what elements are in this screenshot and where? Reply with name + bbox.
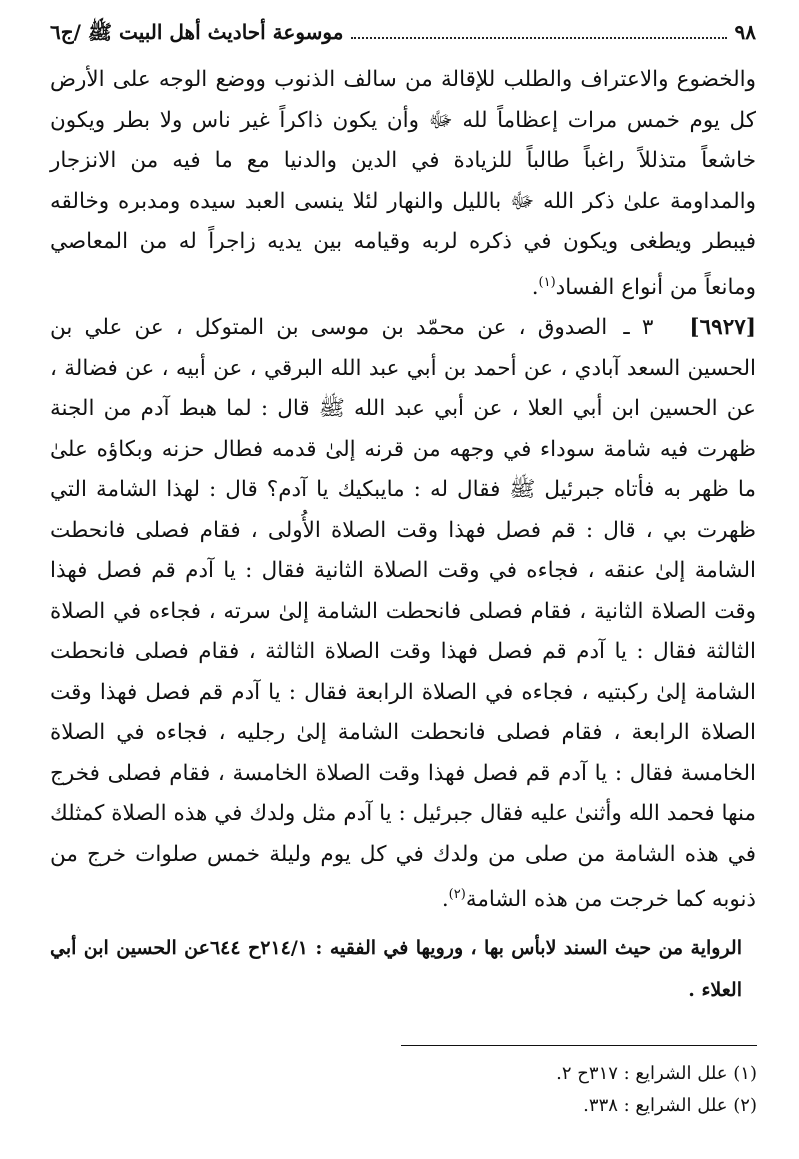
footnote-2: (٢) علل الشرايع : ٣٣٨. [583, 1095, 757, 1116]
hadith-text: الصدوق ، عن محمّد بن موسى بن المتوكل ، عن علي بن الحسين السعد آبادي ، عن أحمد بن أبي عبد الله البرقي ، عن أبيه ، عن فضالة ، عن الحسين ابن أبي العلا ، عن أبي عبد الله ﷺ قال : لما هبط آدم من الجنة ظهرت فيه شامة سوداء في وجهه من قرنه إلىٰ قدمه فطال حزنه وبكاؤه علىٰ ما ظهر به فأتاه جبرئيل ﷺ فقال له : مايبكيك يا آدم؟ قال : لهذا الشامة التي ظهرت بي ، قال : قم فصل فهذا وقت الصلاة الأُولى ، فقام فصلى فانحطت الشامة إلىٰ عنقه ، فجاءه في وقت الصلاة الثانية فقال : يا آدم قم فصل فهذا وقت الصلاة الثانية ، فقام فصلى فانحطت الشامة إلىٰ سرته ، فجاءه في الصلاة الثالثة فقال : يا آدم قم فصل فهذا وقت الصلاة الثالثة ، فقام فصلى فانحطت الشامة إلىٰ ركبتيه ، فجاءه في الصلاة الرابعة فقال : يا آدم قم فصل فهذا وقت الصلاة الرابعة ، فقام فصلى فانحطت الشامة إلىٰ رجليه ، فجاءه في الصلاة الخامسة فقال : يا آدم قم فصل فهذا وقت الصلاة الخامسة ، فقام فصلى فخرج منها فحمد الله وأثنىٰ عليه فقال جبرئيل : يا آدم مثل ولدك في هذه الصلاة كمثلك في هذه الشامة من صلى من ولدك في كل يوم وليلة خمس صلوات خرج من ذنوبه كما خرجت من هذه الشامة [50, 315, 756, 913]
hadith-index: ٣ ـ [623, 315, 654, 341]
dotted-leader [351, 23, 726, 39]
footnote-divider [401, 1045, 757, 1046]
body-text [50, 60, 756, 1011]
page-number: ٩٨ [734, 20, 756, 44]
running-title: موسوعة أحاديث أهل البيت ﷺ /ج٦ [50, 20, 344, 44]
footnote-1: (١) علل الشرايع : ٣١٧ح ٢. [556, 1063, 757, 1084]
chain-note: الرواية من حيث السند لابأس بها ، ورويها في الفقيه : ٢١٤/١ح ٦٤٤عن الحسين ابن أبي العلاء . [50, 936, 742, 1001]
hadith-number: [٦٩٢٧] [689, 315, 756, 341]
document-page [50, 20, 756, 1011]
page-header [50, 20, 756, 60]
footnote-ref-2: (٢) [448, 887, 466, 903]
paragraph-end: . [531, 274, 539, 300]
hadith-paragraph [50, 308, 756, 921]
paragraph-continuation [50, 60, 756, 308]
footnote-ref-1: (١) [538, 274, 556, 290]
paragraph-text: والخضوع والاعتراف والطلب للإقالة من سالف الذنوب ووضع الوجه على الأرض كل يوم خمس مرات إعظاماً لله ﷻ وأن يكون ذاكراً غير ناس ولا بطر ويكون خاشعاً متذللاً راغباً طالباً للزيادة في الدين والدنيا مع ما فيه من الانزجار والمداومة علىٰ ذكر الله ﷻ بالليل والنهار لئلا ينسى العبد سيده ومدبره وخالقه فيبطر ويطغى ويكون في ذكره لربه وقيامه بين يديه زاجراً له من المعاصي ومانعاً من أنواع الفساد [50, 67, 756, 300]
hadith-end: . [441, 887, 449, 913]
footnotes [556, 1058, 757, 1122]
